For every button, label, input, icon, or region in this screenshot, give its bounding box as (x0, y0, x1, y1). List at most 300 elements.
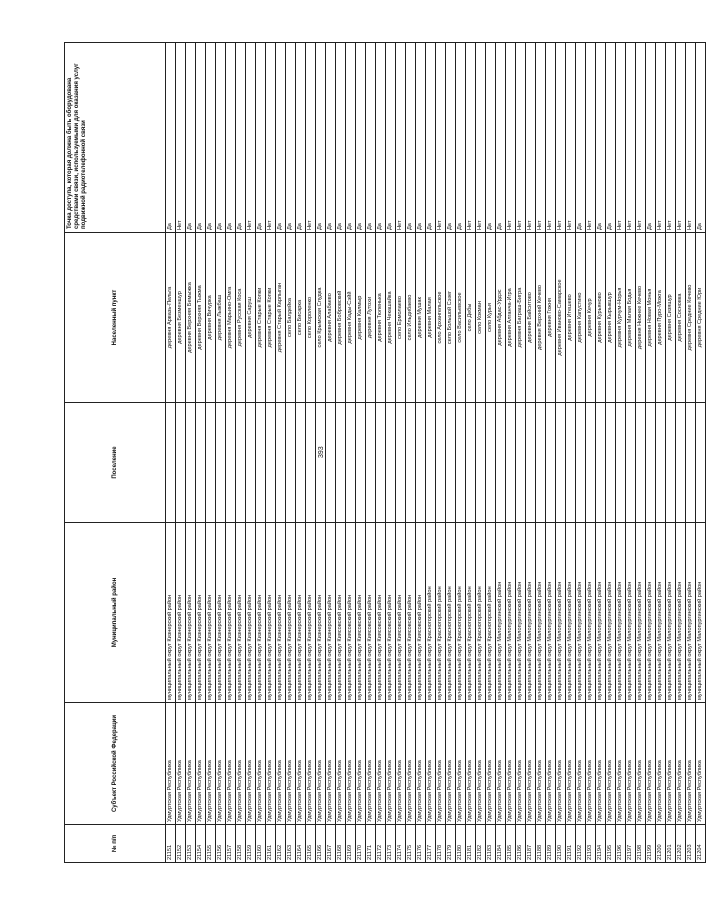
cell-num: 21187 (526, 825, 536, 863)
table-row (176, 43, 186, 863)
cell-access-point: Да (356, 43, 366, 233)
cell-num: 21159 (246, 825, 256, 863)
table-row (346, 43, 356, 863)
cell-subject: Удмуртская Республика (696, 703, 706, 825)
cell-access-point: Да (406, 43, 416, 233)
cell-settlement (686, 403, 696, 523)
cell-municipal-district: муниципальный округ Киясовский район (386, 523, 396, 703)
cell-access-point: Нет (246, 43, 256, 233)
cell-access-point: Нет (266, 43, 276, 233)
cell-municipal-district: муниципальный округ Кизнерский район (266, 523, 276, 703)
cell-settlement (426, 403, 436, 523)
cell-settlement (226, 403, 236, 523)
cell-num: 21176 (416, 825, 426, 863)
cell-locality: деревня Малая (426, 233, 436, 403)
cell-locality: село Ильдибаево (406, 233, 416, 403)
cell-subject: Удмуртская Республика (366, 703, 376, 825)
cell-subject: Удмуртская Республика (286, 703, 296, 825)
cell-access-point: Да (346, 43, 356, 233)
cell-municipal-district: муниципальный округ Малопургинский район (686, 523, 696, 703)
cell-subject: Удмуртская Республика (566, 703, 576, 825)
cell-subject: Удмуртская Республика (526, 703, 536, 825)
cell-municipal-district: муниципальный округ Киясовский район (346, 523, 356, 703)
cell-settlement (176, 403, 186, 523)
cell-access-point: Нет (176, 43, 186, 233)
cell-num: 21172 (376, 825, 386, 863)
cell-subject: Удмуртская Республика (536, 703, 546, 825)
table-row (376, 43, 386, 863)
cell-settlement (336, 403, 346, 523)
cell-locality: село Васильевское (456, 233, 466, 403)
cell-access-point: Да (326, 43, 336, 233)
cell-subject: Удмуртская Республика (176, 703, 186, 825)
cell-num: 21177 (426, 825, 436, 863)
cell-locality: деревня Тюленька (376, 233, 386, 403)
cell-subject: Удмуртская Республика (186, 703, 196, 825)
cell-municipal-district: муниципальный округ Киясовский район (336, 523, 346, 703)
table-row (606, 43, 616, 863)
cell-locality: деревня Чекашайка (386, 233, 396, 403)
table-row (196, 43, 206, 863)
cell-settlement (186, 403, 196, 523)
cell-subject: Удмуртская Республика (316, 703, 326, 825)
cell-locality: село Балдейка (286, 233, 296, 403)
cell-subject: Удмуртская Республика (196, 703, 206, 825)
cell-settlement (246, 403, 256, 523)
cell-settlement (216, 403, 226, 523)
localities-table (64, 42, 706, 863)
cell-municipal-district: муниципальный округ Малопургинский район (496, 523, 506, 703)
cell-locality: деревня Байситово (526, 233, 536, 403)
cell-municipal-district: муниципальный округ Кизнерский район (236, 523, 246, 703)
cell-num: 21191 (566, 825, 576, 863)
cell-subject: Удмуртская Республика (406, 703, 416, 825)
table-row (476, 43, 486, 863)
cell-municipal-district: муниципальный округ Малопургинский район (656, 523, 666, 703)
cell-locality: деревня Старый Карлыган (276, 233, 286, 403)
cell-locality: деревня Арвазь-Пельга (166, 233, 176, 403)
cell-num: 21165 (306, 825, 316, 863)
cell-locality: деревня Бобровский (336, 233, 346, 403)
cell-municipal-district: муниципальный округ Малопургинский район (516, 523, 526, 703)
cell-settlement (586, 403, 596, 523)
table-row (216, 43, 226, 863)
cell-municipal-district: муниципальный округ Кизнерский район (316, 523, 326, 703)
cell-access-point: Да (446, 43, 456, 233)
table-row (356, 43, 366, 863)
cell-municipal-district: муниципальный округ Киясовский район (356, 523, 366, 703)
cell-municipal-district: муниципальный округ Кизнерский район (256, 523, 266, 703)
cell-num: 21166 (316, 825, 326, 863)
table-row (656, 43, 666, 863)
cell-access-point: Нет (556, 43, 566, 233)
cell-locality: деревня Русская Коса (236, 233, 246, 403)
cell-access-point: Да (456, 43, 466, 233)
table-header-row (65, 43, 166, 863)
cell-municipal-district: муниципальный округ Кизнерский район (226, 523, 236, 703)
cell-access-point: Нет (466, 43, 476, 233)
cell-num: 21180 (456, 825, 466, 863)
cell-num: 21188 (536, 825, 546, 863)
cell-settlement (436, 403, 446, 523)
cell-subject: Удмуртская Республика (556, 703, 566, 825)
cell-subject: Удмуртская Республика (236, 703, 246, 825)
cell-locality: деревня Вичурка (206, 233, 216, 403)
cell-num: 21199 (646, 825, 656, 863)
cell-settlement (636, 403, 646, 523)
cell-subject: Удмуртская Республика (646, 703, 656, 825)
cell-subject: Удмуртская Республика (486, 703, 496, 825)
cell-subject: Удмуртская Республика (356, 703, 366, 825)
cell-num: 21184 (496, 825, 506, 863)
cell-locality: деревня Гожня (546, 233, 556, 403)
cell-num: 21181 (466, 825, 476, 863)
cell-subject: Удмуртская Республика (216, 703, 226, 825)
table-row (636, 43, 646, 863)
cell-num: 21158 (236, 825, 246, 863)
cell-subject: Удмуртская Республика (656, 703, 666, 825)
table-row (166, 43, 176, 863)
cell-num: 21179 (446, 825, 456, 863)
cell-municipal-district: муниципальный округ Кизнерский район (206, 523, 216, 703)
table-row (416, 43, 426, 863)
cell-num: 21163 (286, 825, 296, 863)
table-row (566, 43, 576, 863)
cell-num: 21182 (476, 825, 486, 863)
table-row (686, 43, 696, 863)
table-row (446, 43, 456, 863)
cell-settlement (536, 403, 546, 523)
cell-subject: Удмуртская Республика (456, 703, 466, 825)
table-row (546, 43, 556, 863)
cell-access-point: Нет (626, 43, 636, 233)
cell-subject: Удмуртская Республика (446, 703, 456, 825)
cell-subject: Удмуртская Республика (376, 703, 386, 825)
cell-subject: Удмуртская Республика (276, 703, 286, 825)
cell-settlement (456, 403, 466, 523)
cell-num: 21195 (606, 825, 616, 863)
cell-num: 21173 (386, 825, 396, 863)
cell-municipal-district: муниципальный округ Кизнерский район (276, 523, 286, 703)
cell-access-point: Да (286, 43, 296, 233)
cell-num: 21152 (176, 825, 186, 863)
cell-subject: Удмуртская Республика (506, 703, 516, 825)
cell-subject: Удмуртская Республика (516, 703, 526, 825)
table-row (386, 43, 396, 863)
cell-access-point: Да (256, 43, 266, 233)
cell-settlement (196, 403, 206, 523)
cell-municipal-district: муниципальный округ Кизнерский район (176, 523, 186, 703)
cell-municipal-district: муниципальный округ Красногорский район (426, 523, 436, 703)
cell-access-point: Нет (616, 43, 626, 233)
cell-locality: село Бисарка (296, 233, 306, 403)
cell-settlement (546, 403, 556, 523)
cell-num: 21169 (346, 825, 356, 863)
table-row (516, 43, 526, 863)
table-row (226, 43, 236, 863)
cell-locality: село Дебы (466, 233, 476, 403)
cell-subject: Удмуртская Республика (596, 703, 606, 825)
cell-access-point: Да (416, 43, 426, 233)
cell-locality: деревня Лыжбаш (216, 233, 226, 403)
cell-municipal-district: муниципальный округ Кизнерский район (246, 523, 256, 703)
cell-subject: Удмуртская Республика (266, 703, 276, 825)
cell-locality: деревня Кады-Сэйй (346, 233, 356, 403)
cell-settlement (416, 403, 426, 523)
cell-num: 21167 (326, 825, 336, 863)
cell-municipal-district: муниципальный округ Малопургинский район (576, 523, 586, 703)
cell-municipal-district: муниципальный округ Малопургинский район (626, 523, 636, 703)
cell-access-point: Нет (666, 43, 676, 233)
cell-municipal-district: муниципальный округ Малопургинский район (676, 523, 686, 703)
cell-municipal-district: муниципальный округ Красногорский район (486, 523, 496, 703)
cell-num: 21164 (296, 825, 306, 863)
cell-num: 21189 (546, 825, 556, 863)
cell-locality: деревня Саруш (246, 233, 256, 403)
cell-settlement (516, 403, 526, 523)
cell-municipal-district: муниципальный округ Красногорский район (456, 523, 466, 703)
rotated-document-page (64, 43, 703, 863)
cell-access-point: Да (596, 43, 606, 233)
cell-subject: Удмуртская Республика (336, 703, 346, 825)
table-row (276, 43, 286, 863)
cell-num: 21194 (596, 825, 606, 863)
cell-subject: Удмуртская Республика (326, 703, 336, 825)
cell-locality: деревня Баграш-Бигра (516, 233, 526, 403)
cell-locality: деревня Иваново-Самарское (556, 233, 566, 403)
cell-subject: Удмуртская Республика (466, 703, 476, 825)
cell-access-point: Нет (676, 43, 686, 233)
cell-municipal-district: муниципальный округ Малопургинский район (606, 523, 616, 703)
cell-subject: Удмуртская Республика (206, 703, 216, 825)
cell-settlement (666, 403, 676, 523)
cell-municipal-district: муниципальный округ Красногорский район (476, 523, 486, 703)
cell-num: 21171 (366, 825, 376, 863)
cell-municipal-district: муниципальный округ Малопургинский район (566, 523, 576, 703)
cell-num: 21201 (666, 825, 676, 863)
cell-settlement (206, 403, 216, 523)
table-row (326, 43, 336, 863)
cell-settlement (356, 403, 366, 523)
cell-settlement (296, 403, 306, 523)
table-row (646, 43, 656, 863)
cell-settlement (696, 403, 706, 523)
cell-access-point: Нет (586, 43, 596, 233)
cell-municipal-district: муниципальный округ Кизнерский район (196, 523, 206, 703)
cell-settlement (346, 403, 356, 523)
table-row (266, 43, 276, 863)
cell-locality: деревня Лутохи (366, 233, 376, 403)
cell-locality: деревня Мушак (416, 233, 426, 403)
cell-settlement (606, 403, 616, 523)
cell-locality: деревня Старые Копки (256, 233, 266, 403)
cell-access-point: Да (196, 43, 206, 233)
cell-municipal-district: муниципальный округ Киясовский район (396, 523, 406, 703)
cell-num: 21190 (556, 825, 566, 863)
cell-access-point: Да (576, 43, 586, 233)
cell-access-point: Да (336, 43, 346, 233)
cell-settlement (466, 403, 476, 523)
cell-settlement (286, 403, 296, 523)
table-row (396, 43, 406, 863)
cell-locality: село Крымская Слудка (316, 233, 326, 403)
cell-settlement (656, 403, 666, 523)
cell-num: 21156 (216, 825, 226, 863)
cell-settlement (266, 403, 276, 523)
cell-subject: Удмуртская Республика (246, 703, 256, 825)
cell-subject: Удмуртская Республика (476, 703, 486, 825)
cell-locality: деревня Средние Кечево (686, 233, 696, 403)
table-row (246, 43, 256, 863)
page-number: 393 (318, 446, 325, 458)
cell-settlement (316, 403, 326, 523)
cell-subject: Удмуртская Республика (296, 703, 306, 825)
cell-access-point: Да (386, 43, 396, 233)
cell-municipal-district: муниципальный округ Малопургинский район (636, 523, 646, 703)
table-row (466, 43, 476, 863)
cell-subject: Удмуртская Республика (166, 703, 176, 825)
cell-locality: деревня Абдас-Урдэс (496, 233, 506, 403)
cell-access-point: Нет (476, 43, 486, 233)
cell-num: 21178 (436, 825, 446, 863)
cell-locality: деревня Малая Бодья (626, 233, 636, 403)
cell-num: 21198 (636, 825, 646, 863)
cell-locality: деревня Верхняя Тыжма (196, 233, 206, 403)
cell-municipal-district: муниципальный округ Малопургинский район (616, 523, 626, 703)
cell-num: 21186 (516, 825, 526, 863)
cell-access-point: Да (696, 43, 706, 233)
cell-locality: деревня Курьяново (596, 233, 606, 403)
cell-subject: Удмуртская Республика (426, 703, 436, 825)
cell-access-point: Да (166, 43, 176, 233)
cell-num: 21154 (196, 825, 206, 863)
column-header-municipal-district: Муниципальный район (65, 523, 166, 703)
cell-access-point: Да (496, 43, 506, 233)
table-row (576, 43, 586, 863)
table-row (406, 43, 416, 863)
cell-municipal-district: муниципальный округ Малопургинский район (546, 523, 556, 703)
cell-settlement (566, 403, 576, 523)
cell-municipal-district: муниципальный округ Кизнерский район (216, 523, 226, 703)
cell-locality: деревня Итешево (566, 233, 576, 403)
table-row (486, 43, 496, 863)
cell-locality: деревня Марьино-Омга (226, 233, 236, 403)
cell-num: 21202 (676, 825, 686, 863)
cell-num: 21151 (166, 825, 176, 863)
column-header-num: № п/п (65, 825, 166, 863)
cell-locality: деревня Пуро-Можга (656, 233, 666, 403)
cell-locality: деревня Безменшур (176, 233, 186, 403)
cell-num: 21196 (616, 825, 626, 863)
cell-subject: Удмуртская Республика (256, 703, 266, 825)
cell-settlement (406, 403, 416, 523)
table-row (236, 43, 246, 863)
cell-subject: Удмуртская Республика (226, 703, 236, 825)
cell-num: 21192 (576, 825, 586, 863)
column-header-subject: Субъект Российской Федерации (65, 703, 166, 825)
cell-access-point: Нет (526, 43, 536, 233)
cell-subject: Удмуртская Республика (436, 703, 446, 825)
cell-access-point: Нет (516, 43, 526, 233)
cell-municipal-district: муниципальный округ Киясовский район (376, 523, 386, 703)
cell-subject: Удмуртская Республика (546, 703, 556, 825)
table-row (556, 43, 566, 863)
cell-subject: Удмуртская Республика (346, 703, 356, 825)
cell-access-point: Да (366, 43, 376, 233)
table-row (186, 43, 196, 863)
cell-access-point: Нет (686, 43, 696, 233)
cell-access-point: Да (206, 43, 216, 233)
table-row (696, 43, 706, 863)
table-body (166, 43, 706, 863)
cell-municipal-district: муниципальный округ Малопургинский район (526, 523, 536, 703)
cell-settlement (236, 403, 246, 523)
cell-locality: деревня Калмыр (356, 233, 366, 403)
cell-settlement (556, 403, 566, 523)
cell-municipal-district: муниципальный округ Кизнерский район (286, 523, 296, 703)
cell-settlement (626, 403, 636, 523)
cell-settlement (576, 403, 586, 523)
cell-municipal-district: муниципальный округ Кизнерский район (186, 523, 196, 703)
column-header-locality: Населенный пункт (65, 233, 166, 403)
table-row (336, 43, 346, 863)
table-row (366, 43, 376, 863)
cell-settlement (496, 403, 506, 523)
cell-subject: Удмуртская Республика (306, 703, 316, 825)
cell-settlement (596, 403, 606, 523)
table-row (496, 43, 506, 863)
cell-municipal-district: муниципальный округ Кизнерский район (166, 523, 176, 703)
cell-subject: Удмуртская Республика (636, 703, 646, 825)
column-header-settlement: Поселение (65, 403, 166, 523)
cell-access-point: Да (426, 43, 436, 233)
cell-locality: село Курья (486, 233, 496, 403)
cell-access-point: Да (276, 43, 286, 233)
cell-access-point: Да (186, 43, 196, 233)
cell-municipal-district: муниципальный округ Кизнерский район (306, 523, 316, 703)
cell-access-point: Да (226, 43, 236, 233)
cell-municipal-district: муниципальный округ Малопургинский район (536, 523, 546, 703)
cell-locality: село Кокман (476, 233, 486, 403)
cell-settlement (276, 403, 286, 523)
cell-settlement (166, 403, 176, 523)
cell-settlement (446, 403, 456, 523)
cell-subject: Удмуртская Республика (686, 703, 696, 825)
cell-access-point: Да (486, 43, 496, 233)
cell-settlement (506, 403, 516, 523)
cell-locality: деревня Сосновка (676, 233, 686, 403)
table-row (506, 43, 516, 863)
cell-num: 21157 (226, 825, 236, 863)
table-row (666, 43, 676, 863)
cell-num: 21204 (696, 825, 706, 863)
cell-municipal-district: муниципальный округ Кизнерский район (296, 523, 306, 703)
cell-municipal-district: муниципальный округ Красногорский район (446, 523, 456, 703)
cell-locality: деревня Нижнее Кечево (636, 233, 646, 403)
cell-access-point: Нет (506, 43, 516, 233)
cell-locality: деревня Алабаево (326, 233, 336, 403)
table-row (456, 43, 466, 863)
cell-subject: Удмуртская Республика (576, 703, 586, 825)
table-row (316, 43, 326, 863)
cell-settlement (376, 403, 386, 523)
cell-subject: Удмуртская Республика (666, 703, 676, 825)
cell-locality: деревня Капустино (576, 233, 586, 403)
cell-locality: село Ермолаево (396, 233, 406, 403)
cell-settlement (396, 403, 406, 523)
cell-num: 21175 (406, 825, 416, 863)
cell-settlement (526, 403, 536, 523)
